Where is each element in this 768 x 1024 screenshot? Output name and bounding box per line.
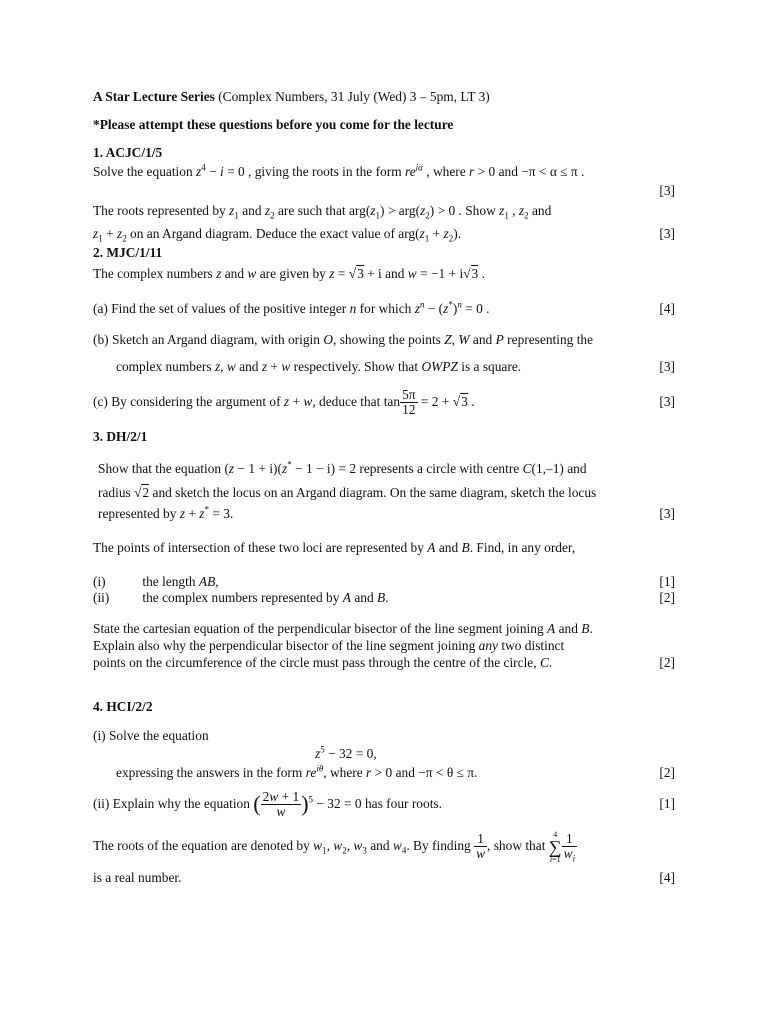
q2-part-b-line-2: complex numbers z, w and z + w respectively. Show that OWPZ is a square. [3] — [116, 359, 675, 374]
q2-intro: The complex numbers z and w are given by z = √3 + i and w = −1 + i√3 . — [93, 266, 485, 281]
q3-intersection: The points of intersection of these two loci are represented by A and B. Find, in any order, — [93, 540, 576, 555]
q1-heading: 1. ACJC/1/5 — [93, 145, 163, 160]
q3-line-1: Show that the equation (z − 1 + i)(z* − 1 − i) = 2 represents a circle with centre C(1,–1) and — [98, 459, 587, 476]
q2-part-a: (a) Find the set of values of the positive integer n for which $z^n - (z^*)^n = 0$ . [4] — [93, 299, 675, 316]
q3-line-3: represented by z + z* = 3. [3] — [98, 504, 675, 521]
q3-line-2: radius √2 and sketch the locus on an Argand diagram. On the same diagram, sketch the locus — [98, 485, 597, 500]
q1-line-2: The roots represented by $z_1$ and $z_2$ are such that $arg(z_1) > arg(z_2) > 0$ . Show $z_1$ , $z_2$ and — [93, 203, 552, 221]
q4-part-ii: (ii) Explain why the equation ( $\frac{2w + 1}{w}$ )$^5$ − 32 = 0 has four roots. [1] — [93, 789, 675, 820]
q4-equation: $z^5 - 32 = 0$, — [315, 744, 377, 761]
q4-roots-end: is a real number. [4] — [93, 870, 675, 885]
q3-heading: 3. DH/2/1 — [93, 429, 148, 444]
q3-state-line-1: State the cartesian equation of the perpendicular bisector of the line segment joining A and B. — [93, 621, 593, 636]
q2-part-b-line-1: (b) Sketch an Argand diagram, with origin O, showing the points Z, W and P representing the — [93, 332, 594, 347]
worksheet-page: A Star Lecture Series (Complex Numbers, 31 July (Wed) 3 – 5pm, LT 3) *Please attempt these questions before you come for the lecture 1. ACJC/1/5 Solve the equation $z^4 - i = 0$ , giving the roots in the form $re^{i\alpha}$ , where r > 0 and −π < α ≤ π . [3] The roots represented by $z_1$ and $z_2$ are such that $arg(z_1) > arg(z_2) > 0$ . Show $z_1$ , $z_2$ and $z_1 + z_2$ on an Argand diagram. Deduce the exact value of $arg(z_1 + z_2)$. [3] 2. MJC/1/11 The complex numbers z and w are given by z = √3 + i and w = −1 + i√3 . (a) Find the set of values of the positive integer n for which $z^n - (z^*)^n = 0$ . [4] (b) Sketch an Argand diagram, with origin O, showing the points Z, W and P representing the complex numbers z, w and z + w respectively. Show that OWPZ is a square. [3] (c) By considering the argument of z + w, deduce that tan $\frac{5\pi}{12}$ = 2 + √3 . [3] 3. DH/2/1 Show that the equation (z − 1 + i)(z* − 1 − i) = 2 represents a circle with centre C(1,–1) and radius √2 and sketch the locus on an Argand diagram. On the same diagram, sketch the locus represented by z + z* = 3. [3] The points of intersection of these two loci are represented by A and B. Find, in any order, (i) the length AB, [1] (ii) the complex numbers represented by A and B. [2] State the cartesian equation of the perpendicular bisector of the line segment joining A and B. Explain also why the perpendicular bisector of the line segment joining any two distinct points on the circumference of the circle must pass through the centre of the circle, C. [2] 4. HCI/2/2 (i) Solve the equation $z^5 - 32 = 0$, expressing the answers in the form $re^{i\theta}$, where r > 0 and −π < θ ≤ π. [2] (ii) Explain why the equation ( $\frac{2w + 1}{w}$ )$^5$ − 32 = 0 has four roots. [1] The roots of the equation are denoted by $w_1$, $w_2$, $w_3$ and $w_4$. By finding $\frac{1}{w}$ , show that 4 ∑ i=1 $\frac{1}{w_i}$ is a real number. [4] — [93, 89, 675, 885]
q4-part-i-line-2: expressing the answers in the form $re^{i\theta}$, where r > 0 and −π < θ ≤ π. [2] — [116, 763, 675, 780]
q1-line-3: $z_1 + z_2$ on an Argand diagram. Deduce the exact value of $arg(z_1 + z_2)$. [3] — [93, 226, 675, 244]
q3-state-line-3: points on the circumference of the circle must pass through the centre of the circle, C. [2] — [93, 655, 675, 670]
instruction-text: *Please attempt these questions before you come for the lecture — [93, 117, 454, 132]
q4-roots: The roots of the equation are denoted by $w_1$, $w_2$, $w_3$ and $w_4$. By finding $\frac{1}{w}$ , show that 4 ∑ i=1 $\frac{1}{w_i}$ — [93, 829, 576, 865]
q3-state-line-2: Explain also why the perpendicular bisector of the line segment joining any two distinct — [93, 638, 565, 653]
q3-part-i: (i) the length AB, [1] — [93, 574, 675, 589]
instruction — [93, 116, 675, 133]
worksheet-title — [93, 88, 675, 105]
q3-part-ii: (ii) the complex numbers represented by A and B. [2] — [93, 590, 675, 605]
title-bold: A Star Lecture Series — [93, 89, 215, 104]
q1-line-1: Solve the equation $z^4 - i = 0$ , giving the roots in the form $re^{i\alpha}$ , where r > 0 and −π < α ≤ π . — [93, 162, 585, 179]
q4-heading: 4. HCI/2/2 — [93, 699, 153, 714]
q2-heading: 2. MJC/1/11 — [93, 245, 163, 260]
q4-part-i: (i) Solve the equation — [93, 728, 209, 743]
title-rest: (Complex Numbers, 31 July (Wed) 3 – 5pm, LT 3) — [218, 89, 490, 104]
q2-part-c: (c) By considering the argument of z + w, deduce that tan $\frac{5\pi}{12}$ = 2 + √3 . [3] — [93, 387, 675, 418]
